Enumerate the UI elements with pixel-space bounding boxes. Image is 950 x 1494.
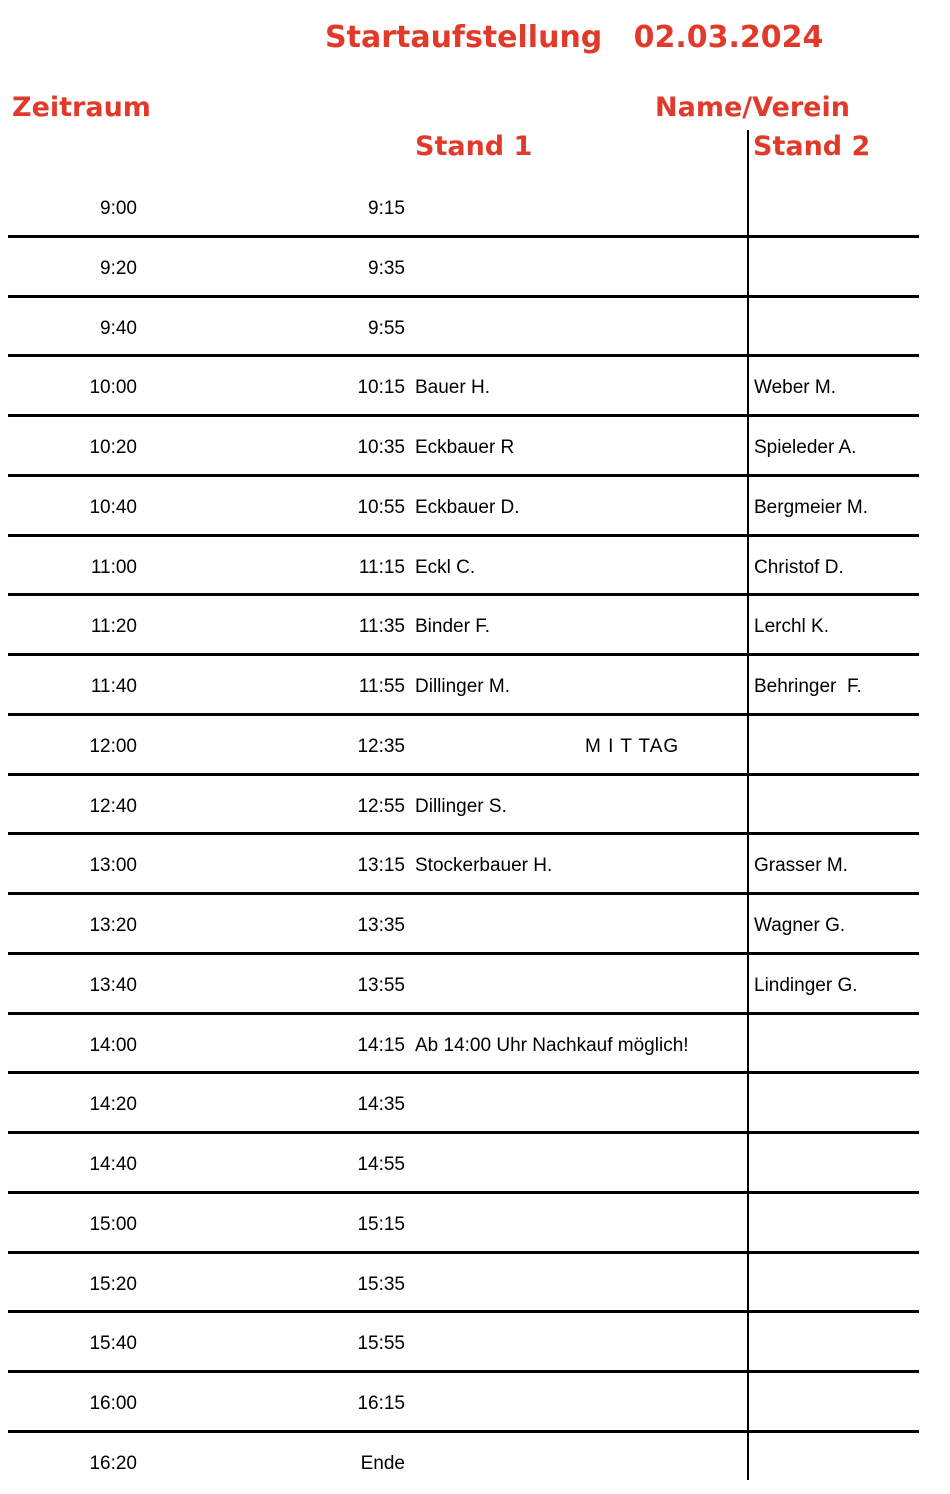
time-to: 14:55 (357, 1154, 405, 1175)
time-from: 16:00 (89, 1393, 137, 1414)
table-row (0, 596, 950, 656)
time-to: 15:15 (357, 1213, 405, 1235)
time-from: 10:00 (89, 377, 137, 399)
time-from: 9:40 (100, 317, 137, 339)
stand-2-name: Behringer F. (754, 676, 862, 697)
stand-1-name: Ab 14:00 Uhr Nachkauf möglich! (415, 1034, 689, 1056)
stand-1-name: Eckbauer D. (415, 496, 520, 518)
time-from: 9:20 (100, 257, 137, 279)
time-to: 10:55 (357, 496, 405, 518)
stand-2-name: Wagner G. (754, 915, 846, 936)
time-to: 14:15 (357, 1034, 405, 1056)
time-from: 14:00 (89, 1034, 137, 1056)
header-stand-1: Stand 1 (415, 131, 533, 162)
stand-1-name: Eckbauer R (415, 437, 515, 458)
time-to: 11:35 (358, 616, 405, 638)
table-row (0, 1313, 950, 1373)
time-from: 14:40 (89, 1154, 137, 1175)
time-to: 13:35 (357, 915, 405, 936)
time-from: 12:40 (89, 795, 137, 817)
stand-1-name: Eckl C. (415, 556, 476, 578)
time-from: 16:20 (89, 1452, 137, 1474)
time-to: 13:15 (357, 855, 405, 877)
table-row (0, 1433, 950, 1493)
stand-2-name: Lindinger G. (754, 974, 858, 996)
stand-2-name: Christof D. (754, 556, 844, 578)
time-from: 15:40 (89, 1333, 137, 1355)
time-to: 9:15 (368, 198, 405, 219)
time-to: 10:35 (357, 437, 405, 458)
page-title: Startaufstellung 02.03.2024 (325, 20, 824, 55)
table-row (0, 835, 950, 895)
time-from: 10:20 (89, 437, 137, 458)
time-from: 9:00 (100, 198, 137, 219)
table-row (0, 178, 950, 238)
stand-1-name: Binder F. (415, 616, 490, 638)
time-to: 9:55 (368, 317, 405, 339)
time-from: 14:20 (89, 1094, 137, 1116)
table-row (0, 716, 950, 776)
time-to: 15:35 (357, 1273, 405, 1295)
table-row (0, 417, 950, 477)
time-to: 9:35 (368, 257, 405, 279)
table-row (0, 656, 950, 716)
table-row (0, 955, 950, 1015)
table-row (0, 357, 950, 417)
time-from: 11:00 (90, 556, 137, 578)
stand-1-name: Dillinger S. (415, 795, 507, 817)
time-to: 12:35 (357, 735, 405, 757)
stand-1-name: Bauer H. (415, 377, 490, 399)
time-to: 10:15 (357, 377, 405, 399)
time-to: 11:15 (358, 556, 405, 578)
stand-1-name: Stockerbauer H. (415, 855, 553, 877)
time-to: 15:55 (357, 1333, 405, 1355)
stand-2-name: Weber M. (754, 377, 837, 399)
header-zeitraum: Zeitraum (12, 92, 151, 123)
time-from: 15:00 (89, 1213, 137, 1235)
header-stand-2: Stand 2 (753, 131, 871, 162)
break-note: M I T TAG (585, 735, 680, 757)
table-row (0, 238, 950, 298)
table-row (0, 776, 950, 836)
time-from: 10:40 (89, 496, 137, 518)
table-row (0, 1074, 950, 1134)
table-row (0, 1134, 950, 1194)
stand-2-name: Bergmeier M. (754, 496, 869, 518)
time-from: 11:20 (90, 616, 137, 638)
stand-2-name: Grasser M. (754, 855, 848, 877)
time-to: 14:35 (357, 1094, 405, 1116)
time-from: 13:20 (89, 915, 137, 936)
table-row (0, 477, 950, 537)
time-to: Ende (360, 1452, 405, 1474)
stand-1-name: Dillinger M. (415, 676, 511, 697)
table-row (0, 1254, 950, 1314)
table-row (0, 1194, 950, 1254)
time-to: 12:55 (357, 795, 405, 817)
time-from: 15:20 (89, 1273, 137, 1295)
table-row (0, 298, 950, 358)
table-row (0, 537, 950, 597)
time-from: 13:40 (89, 974, 137, 996)
time-to: 16:15 (357, 1393, 405, 1414)
schedule-table (0, 178, 950, 1493)
stand-2-name: Lerchl K. (754, 616, 829, 638)
table-row (0, 1015, 950, 1075)
table-row (0, 1373, 950, 1433)
time-from: 11:40 (90, 676, 137, 697)
time-from: 13:00 (89, 855, 137, 877)
header-name-verein: Name/Verein (655, 92, 850, 123)
time-to: 11:55 (358, 676, 405, 697)
time-from: 12:00 (89, 735, 137, 757)
table-row (0, 895, 950, 955)
stand-2-name: Spieleder A. (754, 437, 857, 458)
time-to: 13:55 (357, 974, 405, 996)
